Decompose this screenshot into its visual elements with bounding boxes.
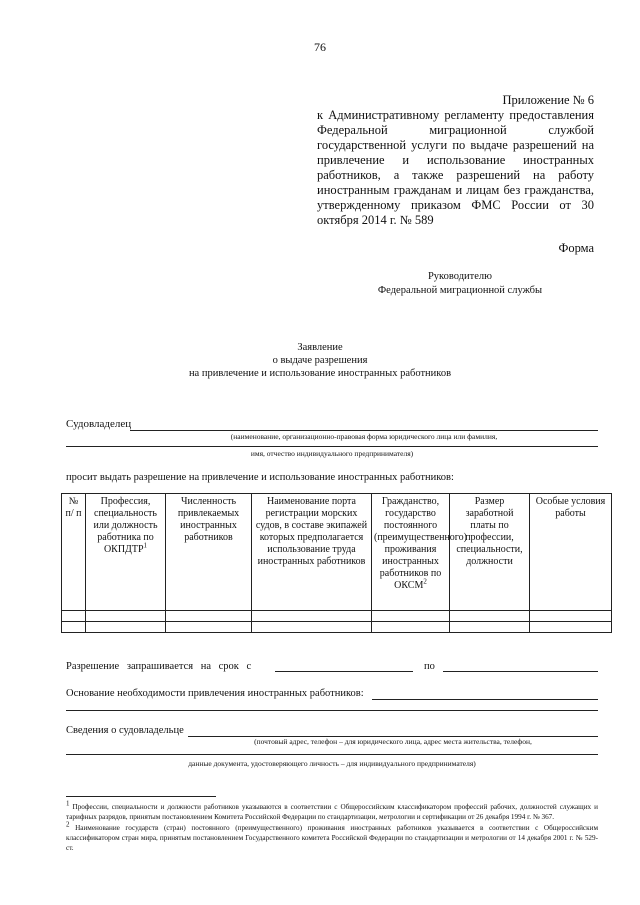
table-cell[interactable]: [450, 611, 530, 622]
table-row: [62, 611, 612, 622]
permit-end-input[interactable]: [443, 671, 598, 672]
shipowner-input-line-2[interactable]: [66, 446, 598, 447]
table-row: [62, 622, 612, 633]
page-number: 76: [314, 40, 326, 54]
appendix-text: к Административному регламенту предоставления Федеральной миграционной службой государственной услуги по выдаче разрешений на привлечение и использование иностранных работников, а также разрешений на работу иностранным гражданам и лицам без гражданства, утвержденному приказом ФМС России от 30 октября 2014 г. № 589: [317, 108, 594, 227]
footnote-1: $^1$ Профессии, специальности и должности работников указываются в соответствии с Общероссийским классификатором профессий рабочих, должностей служащих и тарифных разрядов, принятым постановлением Комитета Российской Федерации по стандартизации, метрологии и сертификации от 26 декабря 1994 г. № 367.: [66, 799, 598, 821]
header-citizenship: Гражданство, государство постоянного (преимущественного) проживания иностранных работников по ОКСМ$^2$: [372, 494, 450, 611]
shipowner-input-line[interactable]: [130, 430, 598, 431]
table-cell[interactable]: [450, 622, 530, 633]
table-cell[interactable]: [530, 611, 612, 622]
table-cell[interactable]: [252, 622, 372, 633]
document-heading: [0, 341, 640, 380]
form-label: Форма: [558, 241, 594, 255]
permit-start-input[interactable]: [275, 671, 413, 672]
owner-info-label: Сведения о судовладельце: [66, 725, 184, 736]
footnotes: [66, 799, 598, 854]
heading-line-1: Заявление: [297, 342, 343, 353]
heading-line-2: о выдаче разрешения: [272, 355, 368, 366]
table-cell[interactable]: [86, 611, 166, 622]
table-cell[interactable]: [166, 622, 252, 633]
basis-label: Основание необходимости привлечения иностранных работников:: [66, 688, 364, 699]
header-conditions: Особые условия работы: [530, 494, 612, 611]
recipient-line-2: Федеральной миграционной службы: [377, 285, 543, 296]
permit-term-label: Разрешение запрашивается на срок с: [66, 661, 252, 672]
permit-term-to: по: [424, 661, 435, 672]
recipient-line-1: Руководителю: [427, 271, 493, 282]
shipowner-caption-1: (наименование, организационно-правовая форма юридического лица или фамилия,: [230, 432, 498, 441]
header-salary: Размер заработной платы по профессии, специальности, должности: [450, 494, 530, 611]
workers-table: [61, 493, 612, 633]
table-cell[interactable]: [166, 611, 252, 622]
recipient-block: [340, 270, 580, 298]
table-cell[interactable]: [86, 622, 166, 633]
table-cell[interactable]: [62, 611, 86, 622]
appendix-title: Приложение № 6: [502, 93, 594, 107]
owner-info-input-line-2[interactable]: [66, 754, 598, 755]
footnote-separator: [66, 796, 216, 797]
table-cell[interactable]: [372, 622, 450, 633]
table-cell[interactable]: [372, 611, 450, 622]
basis-input-line-2[interactable]: [66, 710, 598, 711]
header-profession: Профессия, специальность или должность работника по ОКПДТР$^1$: [86, 494, 166, 611]
table-cell[interactable]: [252, 611, 372, 622]
appendix-block: [317, 93, 594, 228]
owner-info-caption-2: данные документа, удостоверяющего личность – для индивидуального предпринимателя): [188, 759, 476, 768]
header-port: Наименование порта регистрации морских судов, в составе экипажей которых предполагается использование труда иностранных работников: [252, 494, 372, 611]
shipowner-caption-2: имя, отчество индивидуального предпринимателя): [250, 449, 414, 458]
table-cell[interactable]: [530, 622, 612, 633]
request-text: просит выдать разрешение на привлечение и использование иностранных работников:: [66, 472, 454, 483]
basis-input-line[interactable]: [372, 699, 598, 700]
heading-line-3: на привлечение и использование иностранных работников: [188, 368, 452, 379]
footnote-2: $^2$ Наименование государств (стран) постоянного (преимущественного) проживания иностранных работников указывается в соответствии с Общероссийским классификатором стран мира, принятым постановлением Государственного комитета Российской Федерации по стандартизации и метрологии от 14 декабря 2001 г. № 529-ст.: [66, 820, 598, 852]
table-header-row: [62, 494, 612, 611]
header-count: Численность привлекаемых иностранных работников: [166, 494, 252, 611]
header-number: № п/ п: [62, 494, 86, 611]
table-cell[interactable]: [62, 622, 86, 633]
owner-info-caption-1: (почтовый адрес, телефон – для юридического лица, адрес места жительства, телефон,: [254, 737, 532, 746]
shipowner-label: Судовладелец: [66, 418, 132, 430]
